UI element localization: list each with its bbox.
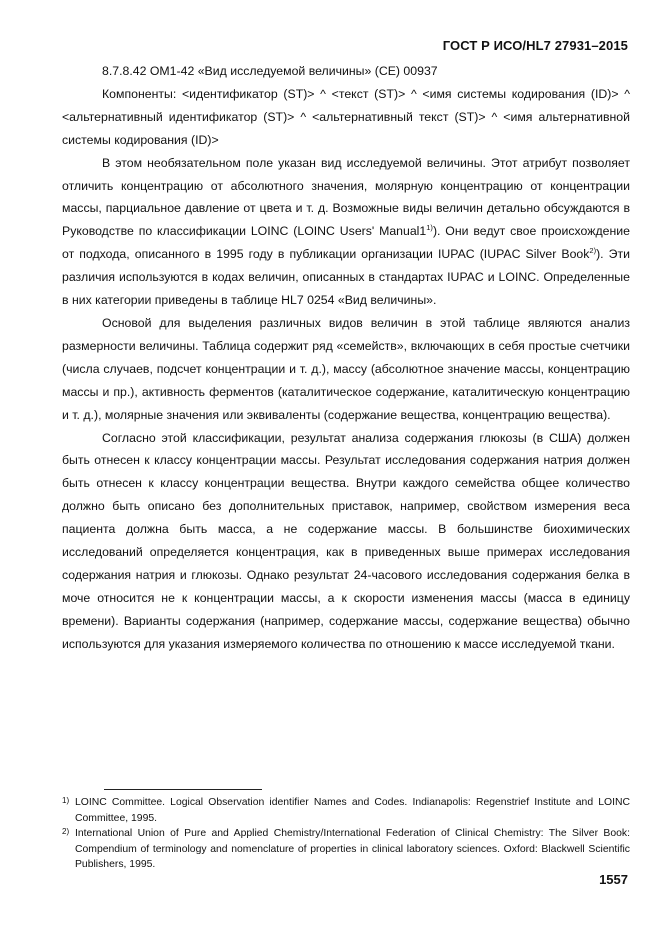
footnote-mark-1: 1) [62,796,70,805]
description-paragraph [62,152,630,312]
footnote-2 [62,826,630,873]
footnote-mark-2: 2) [62,827,70,837]
footnote-ref-2: 2) [589,246,597,256]
description-text-c: ). Эти различия используются в кодах величин, описанных в стандартах IUPAC и LOINC. Определенные в них категории приведены в таблице HL7 0254 «Вид величины». [62,247,630,308]
basis-paragraph: Основой для выделения различных видов величин в этой таблице являются анализ размерности величины. Таблица содержит ряд «семейств», включающих в себя простые счетчики (числа случаев, подсчет концентрации и т. д.), массу (абсолютное значение массы, концентрацию массы и пр.), активность ферментов (каталитическое содержание, каталитическую концентрацию и т. д.), молярные значения или эквиваленты (содержание вещества, концентрацию вещества). [62,315,630,422]
components-paragraph: Компоненты: <идентификатор (ST)> ^ <текст (ST)> ^ <имя системы кодирования (ID)> ^ <альтернативный идентификатор (ST)> ^ <альтернативный текст (ST)> ^ <имя альтернативной системы кодирования (ID)> [62,86,630,147]
footnote-divider [104,789,262,790]
standard-header: ГОСТ Р ИСО/HL7 27931–2015 [442,38,628,53]
section-heading: 8.7.8.42 OM1-42 «Вид исследуемой величины» (CE) 00937 [102,64,438,78]
page-number: 1557 [599,872,628,887]
footnote-ref-1: 1) [426,223,433,233]
footnote-text-2: International Union of Pure and Applied Chemistry/International Federation of Clinical Chemistry: The Silver Book: Compendium of terminology and nomenclature of properties in clinical laboratory sciences. Oxford: Blackwell Scientific Publishers, 1995. [75,828,630,871]
main-text [62,60,630,656]
description-text-b: ). Они ведут свое происхождение от подхода, описанного в 1995 году в публикации организации IUPAC (IUPAC Silver Book [62,224,630,262]
footnotes [62,795,630,873]
description-text-a: В этом необязательном поле указан вид исследуемой величины. Этот атрибут позволяет отличить концентрацию от абсолютного значения, молярную концентрацию от концентрации массы, парциальное давление от цвета и т. д. Возможные виды величин детально обсуждаются в Руководстве по классификации LOINC (LOINC Users' Manual1 [62,155,630,239]
footnote-1 [62,795,630,826]
classification-paragraph: Согласно этой классификации, результат анализа содержания глюкозы (в США) должен быть отнесен к классу концентрации массы. Результат исследования содержания натрия должен быть отнесен к классу концентрации вещества. Внутри каждого семейства общее количество должно быть описано без дополнительных приставок, например, свойством измерения веса пациента должна быть масса, а не содержание массы. В большинстве биохимических исследований определяется концентрация, как в приведенных выше примерах исследования содержания натрия и глюкозы. Однако результат 24-часового исследования содержания белка в моче относится не к концентрации массы, а к скорости изменения массы (масса в единицу времени). Варианты содержания (например, содержание массы, содержание вещества) обычно используются для указания измеряемого количества по отношению к массе исследуемой ткани. [62,430,630,651]
footnote-text-1: LOINC Committee. Logical Observation identifier Names and Codes. Indianapolis: Regenstrief Institute and LOINC Committee, 1995. [75,797,630,824]
